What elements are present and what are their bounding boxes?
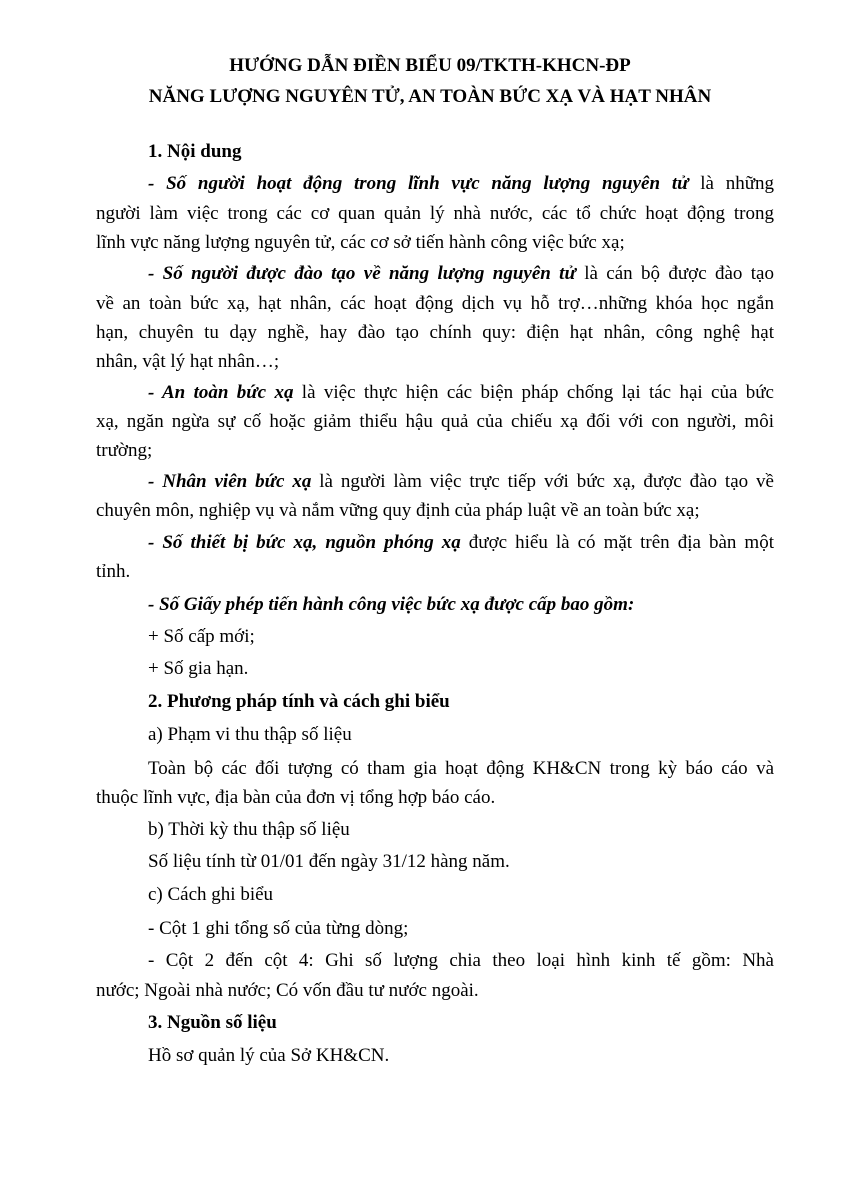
p2-line2: về an toàn bức xạ, hạt nhân, các hoạt động dịch vụ hỗ trợ…những khóa học ngắn <box>96 293 774 314</box>
section2-heading: 2. Phương pháp tính và cách ghi biểu <box>148 691 450 712</box>
p4-line2: chuyên môn, nghiệp vụ và nắm vững quy định của pháp luật về an toàn bức xạ; <box>96 500 700 521</box>
section2-c-item1: - Cột 1 ghi tổng số của từng dòng; <box>148 918 409 939</box>
p4-line1 <box>148 470 774 494</box>
section2-a-line2: thuộc lĩnh vực, địa bàn của đơn vị tổng hợp báo cáo. <box>96 787 496 808</box>
p1-term: - Số người hoạt động trong lĩnh vực năng lượng nguyên tử <box>148 173 689 194</box>
p5-line2: tỉnh. <box>96 561 131 582</box>
section3-line1: Hồ sơ quản lý của Sở KH&CN. <box>148 1045 390 1066</box>
section2-b-line1: Số liệu tính từ 01/01 đến ngày 31/12 hàng năm. <box>148 851 510 872</box>
section2-a-label: a) Phạm vi thu thập số liệu <box>148 724 352 745</box>
p3-line3: trường; <box>96 440 153 461</box>
p1-text1: là những <box>688 173 774 194</box>
p1-line2: người làm việc trong các cơ quan quản lý nhà nước, các tổ chức hoạt động trong <box>96 203 774 224</box>
p2-line4: nhân, vật lý hạt nhân…; <box>96 351 280 372</box>
p1-line1 <box>148 172 774 196</box>
p2-text1: là cán bộ được đào tạo <box>575 263 774 284</box>
p1-line3: lĩnh vực năng lượng nguyên tử, các cơ sở tiến hành công việc bức xạ; <box>96 232 625 253</box>
p6-item2: + Số gia hạn. <box>148 658 249 679</box>
p5-term: - Số thiết bị bức xạ, nguồn phóng xạ <box>148 532 461 553</box>
p4-text1: là người làm việc trực tiếp với bức xạ, được đào tạo về <box>311 471 774 492</box>
p2-line1 <box>148 262 774 286</box>
document-title-line1: HƯỚNG DẪN ĐIỀN BIỂU 09/TKTH-KHCN-ĐP <box>229 55 631 76</box>
p3-text1: là việc thực hiện các biện pháp chống lại tác hại của bức <box>293 382 774 403</box>
section2-a-line1: Toàn bộ các đối tượng có tham gia hoạt động KH&CN trong kỳ báo cáo và <box>148 758 774 779</box>
p6-term: - Số Giấy phép tiến hành công việc bức xạ được cấp bao gồm: <box>148 594 635 615</box>
p5-line1 <box>148 531 774 555</box>
p5-text1: được hiểu là có mặt trên địa bàn một <box>460 532 774 553</box>
p2-term: - Số người được đào tạo về năng lượng nguyên tử <box>148 263 576 284</box>
section3-heading: 3. Nguồn số liệu <box>148 1012 277 1033</box>
section2-c-label: c) Cách ghi biểu <box>148 884 274 905</box>
section2-c-item2-line2: nước; Ngoài nhà nước; Có vốn đầu tư nước ngoài. <box>96 980 479 1001</box>
section1-heading: 1. Nội dung <box>148 141 242 162</box>
p2-line3: hạn, chuyên tu dạy nghề, hay đào tạo chính quy: điện hạt nhân, công nghệ hạt <box>96 322 774 343</box>
section2-c-item2-line1: - Cột 2 đến cột 4: Ghi số lượng chia theo loại hình kinh tế gồm: Nhà <box>148 950 774 971</box>
p3-line2: xạ, ngăn ngừa sự cố hoặc giảm thiểu hậu quả của chiếu xạ đối với con người, môi <box>96 411 774 432</box>
document-title-line2: NĂNG LƯỢNG NGUYÊN TỬ, AN TOÀN BỨC XẠ VÀ HẠT NHÂN <box>148 86 712 107</box>
p3-line1 <box>148 381 774 405</box>
p4-term: - Nhân viên bức xạ <box>148 471 312 492</box>
p3-term: - An toàn bức xạ <box>148 382 294 403</box>
p6-item1: + Số cấp mới; <box>148 626 255 647</box>
section2-b-label: b) Thời kỳ thu thập số liệu <box>148 819 350 840</box>
